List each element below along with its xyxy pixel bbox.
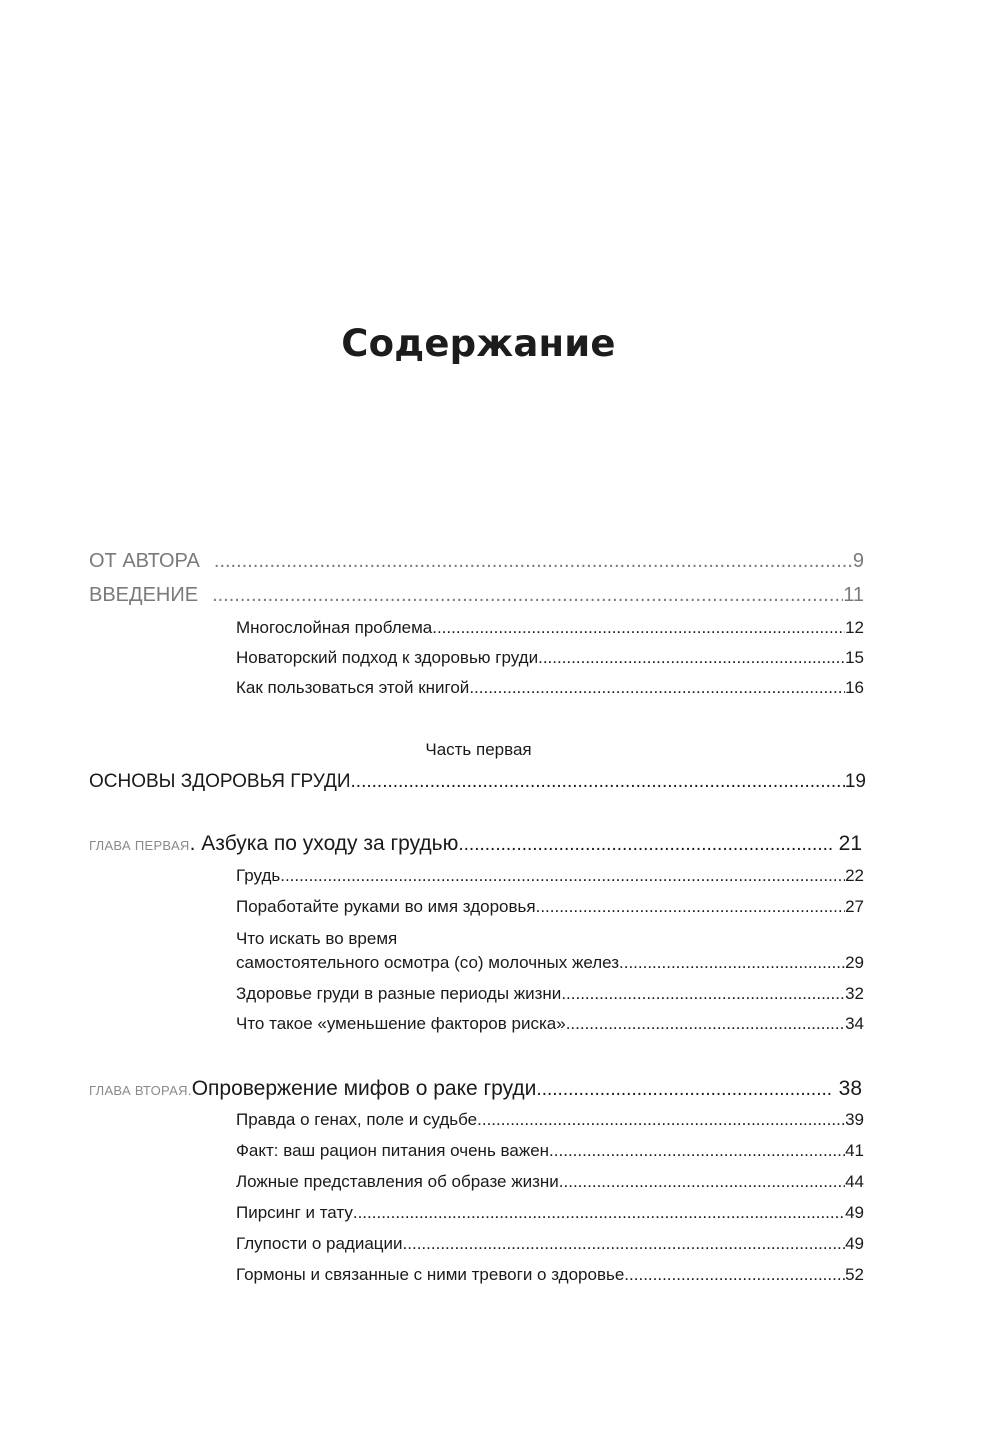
toc-entry-page: 34 [845,1014,864,1033]
toc-subentry[interactable] [236,1172,864,1192]
toc-entry-page: 41 [845,1141,864,1160]
toc-entry-page: 52 [845,1265,864,1284]
toc-subentry[interactable] [236,897,864,917]
toc-entry-page: 44 [845,1172,864,1191]
toc-entry-chapter-two[interactable] [89,1077,862,1101]
toc-leader-dots [214,550,853,573]
toc-subentry[interactable] [236,678,864,698]
toc-leader-dots [536,897,845,917]
toc-entry-label: Как пользоваться этой книгой [236,678,470,697]
toc-entry-label: самостоятельного осмотра (со) молочных желез [236,953,619,972]
toc-subentry[interactable] [236,1110,864,1130]
page-title: Содержание [341,322,616,365]
toc-entry-page: 39 [845,1110,864,1129]
part-heading: Часть первая [425,740,532,759]
toc-entry-chapter-one[interactable] [89,832,862,856]
toc-leader-dots [561,984,845,1004]
toc-entry-page: 11 [843,584,864,606]
toc-entry-page: 12 [845,618,864,637]
toc-subentry[interactable] [236,618,864,638]
toc-entry-page: 49 [845,1203,864,1222]
toc-entry-page: 9 [852,550,864,572]
toc-subentry[interactable] [236,1141,864,1161]
toc-leader-dots [432,618,845,638]
toc-entry-from-author[interactable] [89,550,864,573]
toc-leader-dots [549,1141,845,1161]
toc-leader-dots [469,678,845,698]
toc-entry-page: 21 [838,832,862,855]
toc-entry-introduction[interactable] [89,584,864,607]
toc-entry-page: 19 [844,771,866,792]
toc-entry-page: 32 [845,984,864,1003]
toc-subentry-line1: Что искать во время [236,929,398,948]
toc-entry-page: 16 [845,678,864,697]
toc-entry-label: Пирсинг и тату [236,1203,353,1222]
toc-subentry[interactable] [236,648,864,668]
toc-leader-dots [353,1203,845,1223]
toc-entry-label: Гормоны и связанные с ними тревоги о здоровье [236,1265,625,1284]
toc-subentry[interactable] [236,1014,864,1034]
toc-subentry[interactable] [236,984,864,1004]
toc-entry-page: 29 [845,953,864,972]
toc-subentry[interactable] [236,953,864,973]
toc-leader-dots [536,1079,832,1101]
toc-entry-label: Факт: ваш рацион питания очень важен [236,1141,550,1160]
chapter-title: Опровержение мифов о раке груди [191,1077,537,1100]
toc-entry-label: Глупости о радиации [236,1234,403,1253]
toc-entry-label: Правда о генах, поле и судьбе [236,1110,478,1129]
toc-leader-dots [458,834,832,856]
toc-entry-label: Новаторский подход к здоровью груди [236,648,539,667]
toc-subentry[interactable] [236,1265,864,1285]
toc-entry-page: 49 [845,1234,864,1253]
toc-entry-label: Поработайте руками во имя здоровья [236,897,536,916]
toc-entry-label: ВВЕДЕНИЕ [89,584,199,606]
toc-leader-dots [280,866,845,886]
toc-entry-page: 15 [845,648,864,667]
toc-leader-dots [619,953,845,973]
toc-entry-label: Многослойная проблема [236,618,433,637]
chapter-prefix: ГЛАВА ВТОРАЯ. [89,1083,192,1098]
toc-subentry[interactable] [236,1203,864,1223]
toc-leader-dots [212,584,843,607]
toc-entry-label: Ложные представления об образе жизни [236,1172,559,1191]
toc-entry-page: 22 [845,866,864,885]
toc-subentry[interactable] [236,1234,864,1254]
toc-entry-part-one[interactable] [89,771,866,793]
toc-entry-label: Что такое «уменьшение факторов риска» [236,1014,566,1033]
toc-leader-dots [624,1265,845,1285]
toc-subentry[interactable] [236,866,864,886]
toc-leader-dots [538,648,845,668]
toc-leader-dots [477,1110,845,1130]
toc-leader-dots [403,1234,846,1254]
toc-entry-label: Грудь [236,866,281,885]
toc-entry-page: 27 [845,897,864,916]
toc-entry-label: Здоровье груди в разные периоды жизни [236,984,562,1003]
toc-entry-label: ОТ АВТОРА [89,550,200,572]
toc-entry-page: 38 [838,1077,862,1100]
toc-leader-dots [559,1172,845,1192]
toc-leader-dots [351,771,845,793]
toc-leader-dots [566,1014,845,1034]
toc-entry-label: ОСНОВЫ ЗДОРОВЬЯ ГРУДИ [89,771,351,792]
chapter-title: . Азбука по уходу за грудью [189,832,459,855]
chapter-prefix: ГЛАВА ПЕРВАЯ [89,838,190,853]
